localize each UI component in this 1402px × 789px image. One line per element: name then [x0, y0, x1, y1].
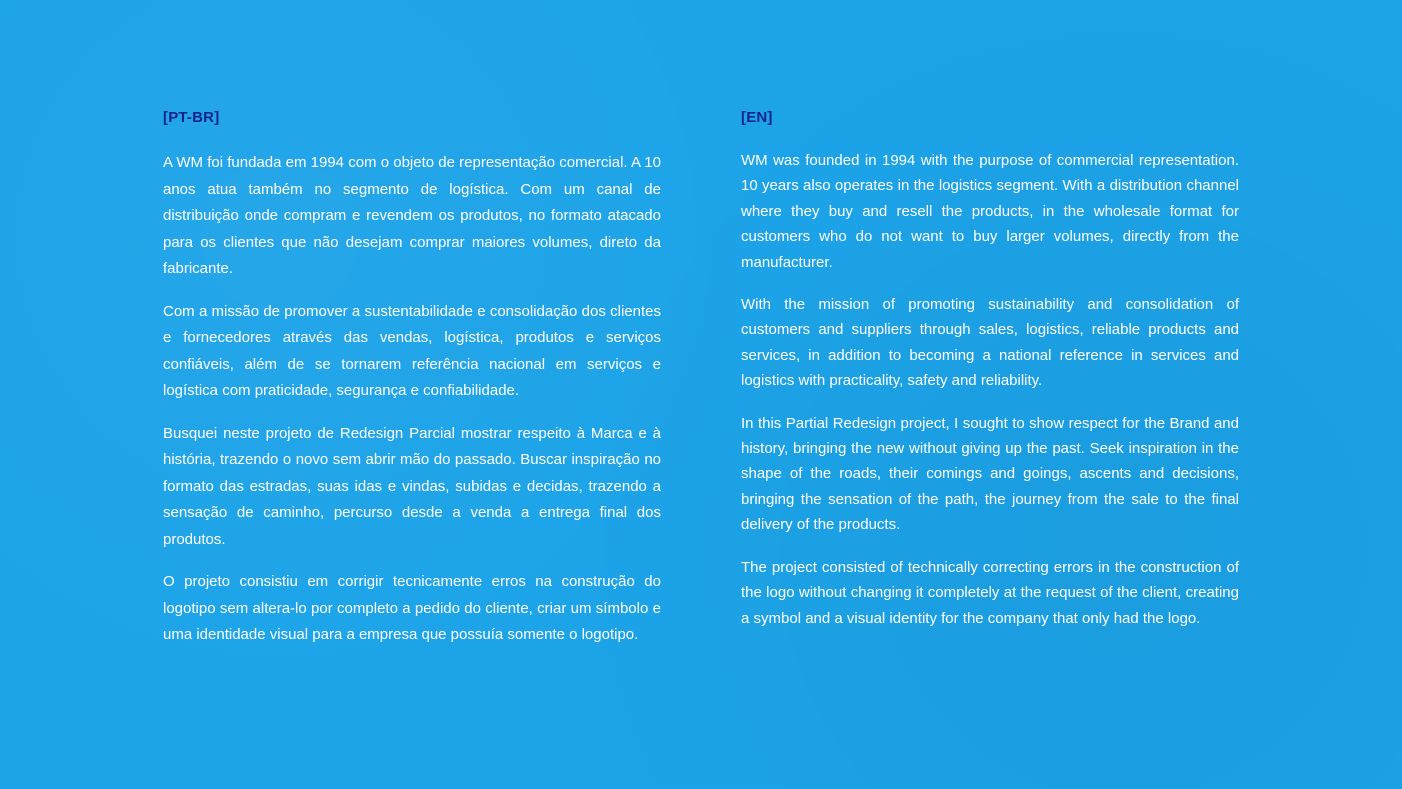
paragraph-pt-br-2: Com a missão de promover a sustentabilidade e consolidação dos clientes e fornecedores através das vendas, logística, produtos e serviços confiáveis, além de se tornarem referência nacional em serviços e logística com praticidade, segurança e confiabilidade. — [163, 302, 661, 399]
column-en — [741, 108, 1239, 648]
paragraph-en-4: The project consisted of technically correcting errors in the construction of the logo without changing it completely at the request of the client, creating a symbol and a visual identity for the company that only had the logo. — [741, 558, 1239, 627]
paragraph-en-3: In this Partial Redesign project, I sought to show respect for the Brand and history, bringing the new without giving up the past. Seek inspiration in the shape of the roads, their comings and goings, ascents and decisions, bringing the sensation of the path, the journey from the sale to the final delivery of the products. — [741, 414, 1239, 534]
paragraph-en-1: WM was founded in 1994 with the purpose of commercial representation. 10 years also operates in the logistics segment. With a distribution channel where they buy and resell the products, in the wholesale format for customers who do not want to buy larger volumes, directly from the manufacturer. — [741, 152, 1239, 271]
paragraph-pt-br-3: Busquei neste projeto de Redesign Parcial mostrar respeito à Marca e à história, trazendo o novo sem abrir mão do passado. Buscar inspiração no formato das estradas, suas idas e vindas, subidas e decidas, trazendo a sensação de caminho, percurso desde a venda a entrega final dos produtos. — [163, 424, 661, 548]
language-tag-pt-br: [PT-BR] — [163, 109, 220, 126]
paragraph-pt-br-4: O projeto consistiu em corrigir tecnicamente erros na construção do logotipo sem altera-lo por completo a pedido do cliente, criar um símbolo e uma identidade visual para a empresa que possuía somente o logotipo. — [163, 573, 661, 643]
column-pt-br — [163, 108, 661, 665]
language-tag-en: [EN] — [741, 109, 773, 126]
paragraph-pt-br-1: A WM foi fundada em 1994 com o objeto de representação comercial. A 10 anos atua também no segmento de logística. Com um canal de distribuição onde compram e revendem os produtos, no formato atacado para os clientes que não desejam comprar maiores volumes, direto da fabricante. — [163, 154, 661, 277]
paragraph-en-2: With the mission of promoting sustainability and consolidation of customers and suppliers through sales, logistics, reliable products and services, in addition to becoming a national reference in services and logistics with practicality, safety and reliability. — [741, 296, 1239, 390]
